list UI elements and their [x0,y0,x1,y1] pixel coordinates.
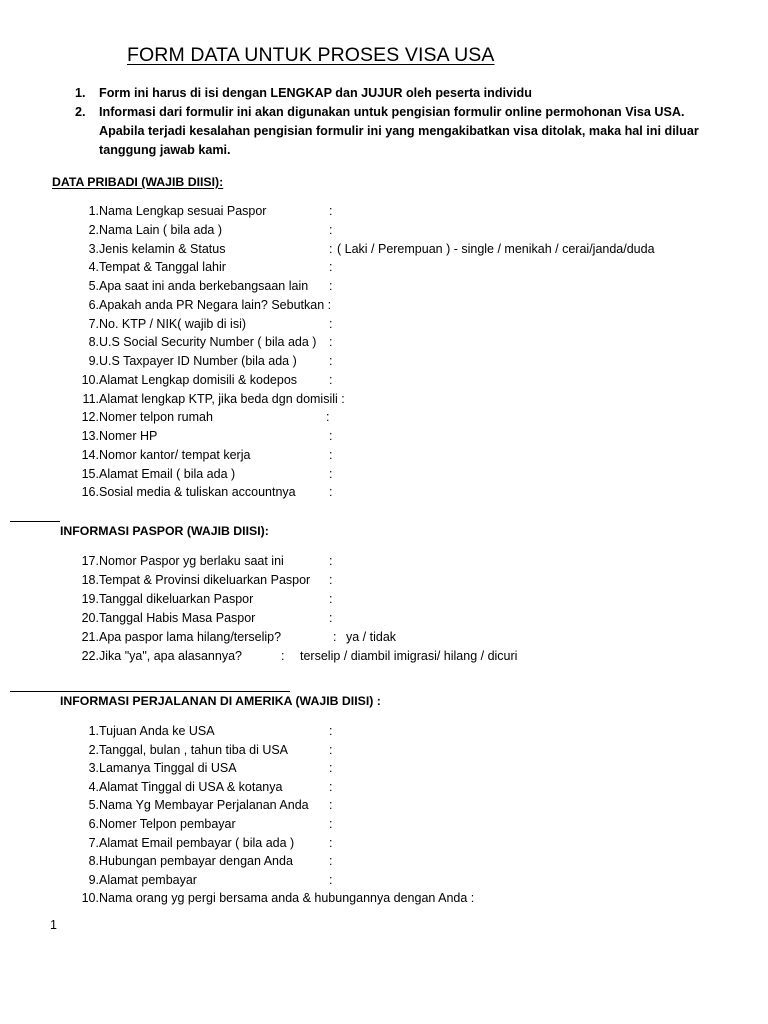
field-colon: : [329,591,333,606]
intro-item-text: Form ini harus di isi dengan LENGKAP dan JUJUR oleh peserta individu [99,86,532,100]
field-value: ya / tidak [346,629,397,644]
field-number: 4. [88,260,99,275]
field-label: Alamat pembayar [99,872,197,887]
field-label: Tanggal Habis Masa Paspor [99,610,256,625]
field-number: 18. [81,572,99,587]
field-colon: : [329,610,333,625]
field-number: 4. [88,779,99,794]
field-label: Alamat Email ( bila ada ) [99,466,236,481]
field-label: Sosial media & tuliskan accountnya [99,485,296,500]
field-number: 2. [88,222,99,237]
field-label: Hubungan pembayar dengan Anda [99,854,293,869]
field-label: Tempat & Provinsi dikeluarkan Paspor [99,572,311,587]
field-colon: : [333,629,337,644]
field-colon: : [329,204,333,218]
field-number: 14. [81,447,99,462]
field-number: 3. [88,761,99,776]
field-colon: : [326,410,330,425]
field-label: Nama Lain ( bila ada ) [99,222,222,237]
field-colon: : [281,648,285,663]
field-colon: : [329,742,333,757]
field-number: 13. [81,429,99,443]
field-label: No. KTP / NIK( wajib di isi) [99,316,247,331]
section-heading-paspor: INFORMASI PASPOR (WAJIB DIISI): [60,524,269,538]
field-label: Alamat Tinggal di USA & kotanya [99,779,283,794]
field-colon: : [329,854,333,869]
field-colon: : [329,724,333,738]
field-label: U.S Taxpayer ID Number (bila ada ) [99,354,297,368]
field-number: 5. [88,279,99,293]
field-colon: : [329,222,333,237]
field-label: Tanggal dikeluarkan Paspor [99,591,254,606]
field-number: 15. [81,466,99,481]
field-label: Nomor Paspor yg berlaku saat ini [99,554,284,568]
field-number: 10. [81,372,99,387]
field-number: 3. [88,241,99,256]
page-title: FORM DATA UNTUK PROSES VISA USA [127,44,495,66]
intro-item-text: Informasi dari formulir ini akan digunakan untuk pengisian formulir online permohonan Visa USA. [99,105,685,119]
field-label: Apa saat ini anda berkebangsaan lain [99,279,309,293]
field-label: Jika "ya", apa alasannya? [99,648,242,663]
field-label: Nomer telpon rumah [99,410,213,425]
field-label: Nomer Telpon pembayar [99,817,236,831]
field-label: Tanggal, bulan , tahun tiba di USA [99,742,289,757]
field-number: 7. [88,835,99,850]
field-number: 19. [81,591,99,606]
field-colon: : [329,779,333,794]
field-label: Nama orang yg pergi bersama anda & hubungannya dengan Anda : [99,891,475,906]
field-colon: : [329,372,333,387]
field-colon: : [329,241,333,256]
field-number: 17. [81,554,99,568]
field-colon: : [329,354,333,368]
field-number: 1. [88,204,99,218]
field-number: 9. [88,354,99,368]
field-colon: : [329,761,333,776]
field-number: 5. [88,798,99,813]
field-colon: : [329,817,333,831]
field-colon: : [329,447,333,462]
field-number: 10. [81,891,99,906]
field-label: Nomer HP [99,429,158,443]
field-number: 12. [81,410,99,425]
field-colon: : [329,835,333,850]
intro-item-2-line-2: Apabila terjadi kesalahan pengisian formulir ini yang mengakibatkan visa ditolak, maka hal ini diluar [99,124,699,138]
field-colon: : [329,335,333,350]
field-colon: : [329,554,333,568]
field-value: ( Laki / Perempuan ) - single / menikah / cerai/janda/duda [337,241,655,256]
intro-item-number: 1. [75,86,86,100]
field-label: Nama Lengkap sesuai Paspor [99,204,267,218]
field-value: terselip / diambil imigrasi/ hilang / dicuri [300,648,518,663]
field-label: U.S Social Security Number ( bila ada ) [99,335,317,350]
section-heading-pribadi: DATA PRIBADI (WAJIB DIISI): [52,175,224,189]
field-number: 6. [88,817,99,831]
page-number: 1 [50,918,57,932]
field-label: Nama Yg Membayar Perjalanan Anda [99,798,309,813]
field-label: Alamat Lengkap domisili & kodepos [99,372,298,387]
field-colon: : [329,429,333,443]
intro-item-1 [75,86,532,100]
field-label: Apa paspor lama hilang/terselip? [99,629,282,644]
field-label: Tujuan Anda ke USA [99,724,215,738]
field-colon: : [329,316,333,331]
field-number: 22. [81,648,99,663]
section-heading-perjalanan: INFORMASI PERJALANAN DI AMERIKA (WAJIB DIISI) : [60,694,381,708]
field-number: 11. [82,391,99,406]
field-label: Jenis kelamin & Status [99,241,226,256]
field-label: Nomor kantor/ tempat kerja [99,447,251,462]
field-colon: : [329,798,333,813]
section-divider [10,691,290,692]
field-number: 8. [88,854,99,869]
field-label: Apakah anda PR Negara lain? Sebutkan : [99,297,332,312]
intro-item-2-line-3: tanggung jawab kami. [99,143,231,157]
field-colon: : [329,485,333,500]
field-number: 21. [81,629,99,644]
field-colon: : [329,572,333,587]
field-number: 16. [81,485,99,500]
field-colon: : [329,279,333,293]
field-number: 1. [88,724,99,738]
field-number: 8. [88,335,99,350]
intro-item-number: 2. [75,105,86,119]
field-number: 7. [88,316,99,331]
field-colon: : [329,872,333,887]
field-number: 9. [88,872,99,887]
field-label: Alamat lengkap KTP, jika beda dgn domisili : [99,391,345,406]
field-label: Lamanya Tinggal di USA [99,761,237,776]
field-label: Alamat Email pembayar ( bila ada ) [99,835,295,850]
field-number: 2. [88,742,99,757]
field-label: Tempat & Tanggal lahir [99,260,226,275]
field-colon: : [329,466,333,481]
intro-item-2 [75,105,685,119]
field-number: 20. [81,610,99,625]
field-colon: : [329,260,333,275]
field-number: 6. [88,297,99,312]
section-divider [10,521,60,522]
